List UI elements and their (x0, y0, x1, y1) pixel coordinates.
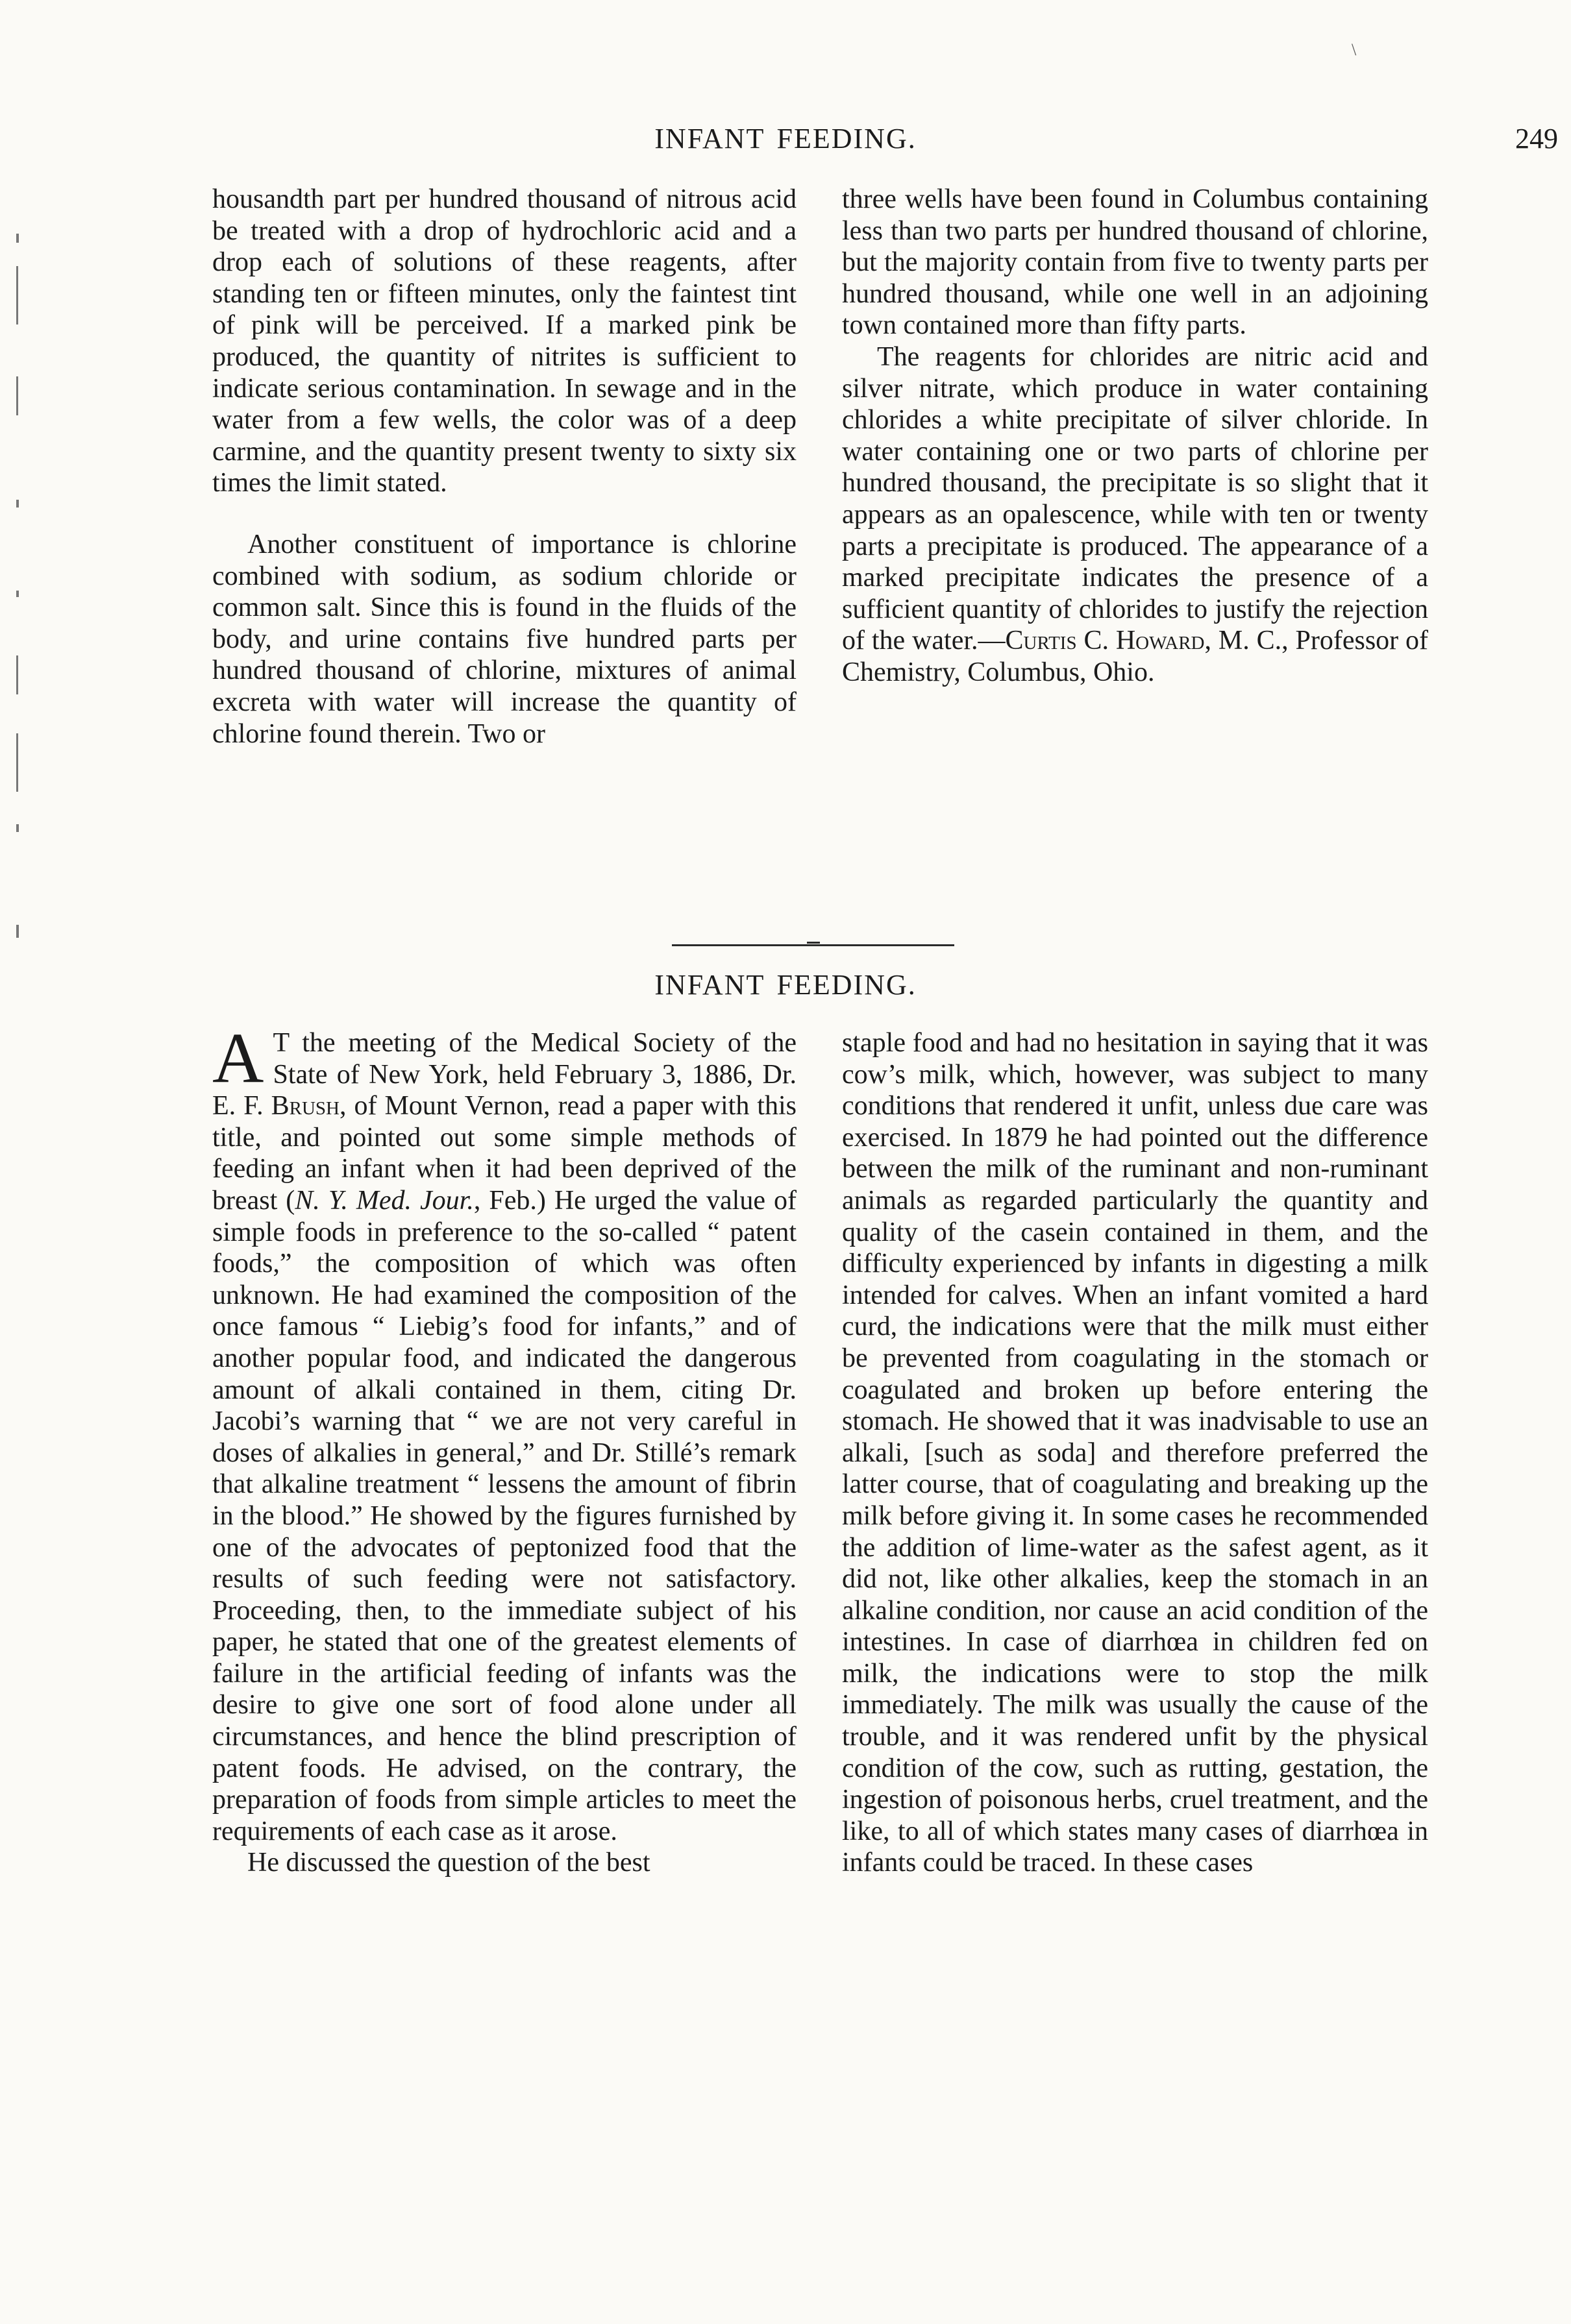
continued-right-paragraph-2-text: The reagents for chlorides are nitric acid and silver nitrate, which produce in water containing chlorides a white precipitate of silver chloride. In water containing one or two parts of chlorine per hundred thousand, the precipitate is so slight that it appears as an opalescence, while with ten or twenty parts a precipitate is produced. The appearance of a marked precipitate indicates the presence of a sufficient quantity of chlorides to justify the rejection of the water.— (842, 341, 1428, 656)
article-right-column (842, 1027, 1428, 1879)
article-p1-part-b: , of Mount Vernon, read a paper with this title, and pointed out some simple methods of feeding an infant when it had been deprived of the breast ( (212, 1091, 797, 1216)
continued-right-column (842, 184, 1428, 689)
article-right-paragraph: staple food and had no hesitation in saying that it was cow’s milk, which, however, was subject to many conditions that rendered it unfit, unless due care was exercised. In 1879 he had pointed out the difference between the milk of the ruminant and non-ruminant animals as regarded particularly the quantity and quality of the casein contained in them, and the difficulty experienced by infants in digesting a milk intended for calves. When an infant vomited a hard curd, the indications were that the milk must either be prevented from coagulating in the stomach or coagulated and broken up before entering the stomach. He showed that it was inadvisable to use an alkali, [such as soda] and therefore preferred the latter course, that of coagulating and breaking up the milk before giving it. In some cases he recommended the addition of lime-water as the safest agent, as it did not, like other alkalies, keep the stomach in an alkaline condition, nor cause an acid condition of the intestines. In case of diarrhœa in children fed on milk, the indications were to stop the milk immediately. The milk was usually the cause of the trouble, and it was rendered unfit by the physical condition of the cow, such as rutting, gestation, the ingestion of poisonous herbs, cruel treatment, and the like, to all of which states many cases of diarrhœa in infants could be traced. In these cases (842, 1028, 1428, 1878)
doctor-name: E. F. Brush (212, 1091, 340, 1121)
article-paragraph-1 (212, 1018, 797, 1847)
article-left-column (212, 1018, 797, 1879)
journal-citation: N. Y. Med. Jour. (295, 1185, 474, 1216)
article-title: INFANT FEEDING. (654, 969, 917, 1001)
article-p1-part-a: T the meeting of the Medical Society of the State of New York, held February 3, 1886, Dr. (273, 1028, 797, 1090)
corner-mark: \ (1352, 40, 1357, 59)
drop-cap: A (212, 1018, 264, 1097)
continued-left-paragraph-2: Another constituent of importance is chlorine combined with sodium, as sodium chloride or common salt. Since this is found in the fluids of the body, and urine contains five hundred parts per hundred thousand of chlorine, mixtures of animal excreta with water will increase the quantity of chlorine found therein. Two or (212, 529, 797, 749)
section-divider-ornament (807, 942, 820, 950)
author-name: Curtis C. Howard (1005, 626, 1205, 656)
margin-scan-specks (16, 162, 36, 1006)
page-number: 249 (1515, 123, 1558, 154)
article-paragraph-2: He discussed the question of the best (247, 1848, 650, 1878)
running-head (0, 122, 1571, 161)
continued-left-column (212, 184, 797, 750)
running-title: INFANT FEEDING. (654, 123, 917, 154)
continued-right-paragraph-2 (842, 341, 1428, 689)
author-credentials: , M. C., Professor of Chemistry, Columbus, Ohio. (842, 626, 1429, 687)
continued-right-paragraph-1: three wells have been found in Columbus containing less than two parts per hundred thousand of chlorine, but the majority contain from five to twenty parts per hundred thousand, while one well in an adjoining town contained more than fifty parts. (842, 184, 1428, 341)
article-p1-part-c: , Feb.) He urged the value of simple foods in preference to the so-called “ patent foods,” the composition of which was often unknown. He had examined the composition of the once famous “ Liebig’s food for infants,” and of another popular food, and indicated the dangerous amount of alkali contained in them, citing Dr. Jacobi’s warning that “ we are not very careful in doses of alkalies in general,” and Dr. Stillé’s remark that alkaline treatment “ lessens the amount of fibrin in the blood.” He showed by the figures furnished by one of the advocates of peptonized food that the results of such feeding were not satisfactory. Proceeding, then, to the immediate subject of his paper, he stated that one of the greatest elements of failure in the artificial feeding of infants was the desire to give one sort of food alone under all circumstances, and hence the blind prescription of patent foods. He advised, on the contrary, the preparation of foods from simple articles to meet the requirements of each case as it arose. (212, 1185, 797, 1846)
continued-left-paragraph-1: housandth part per hundred thousand of nitrous acid be treated with a drop of hydrochloric acid and a drop each of solutions of these reagents, after standing ten or fifteen minutes, only the faintest tint of pink will be perceived. If a marked pink be produced, the quantity of nitrites is sufficient to indicate serious contamination. In sewage and in the water from a few wells, the color was of a deep carmine, and the quantity present twenty to sixty six times the limit stated. (212, 184, 797, 498)
